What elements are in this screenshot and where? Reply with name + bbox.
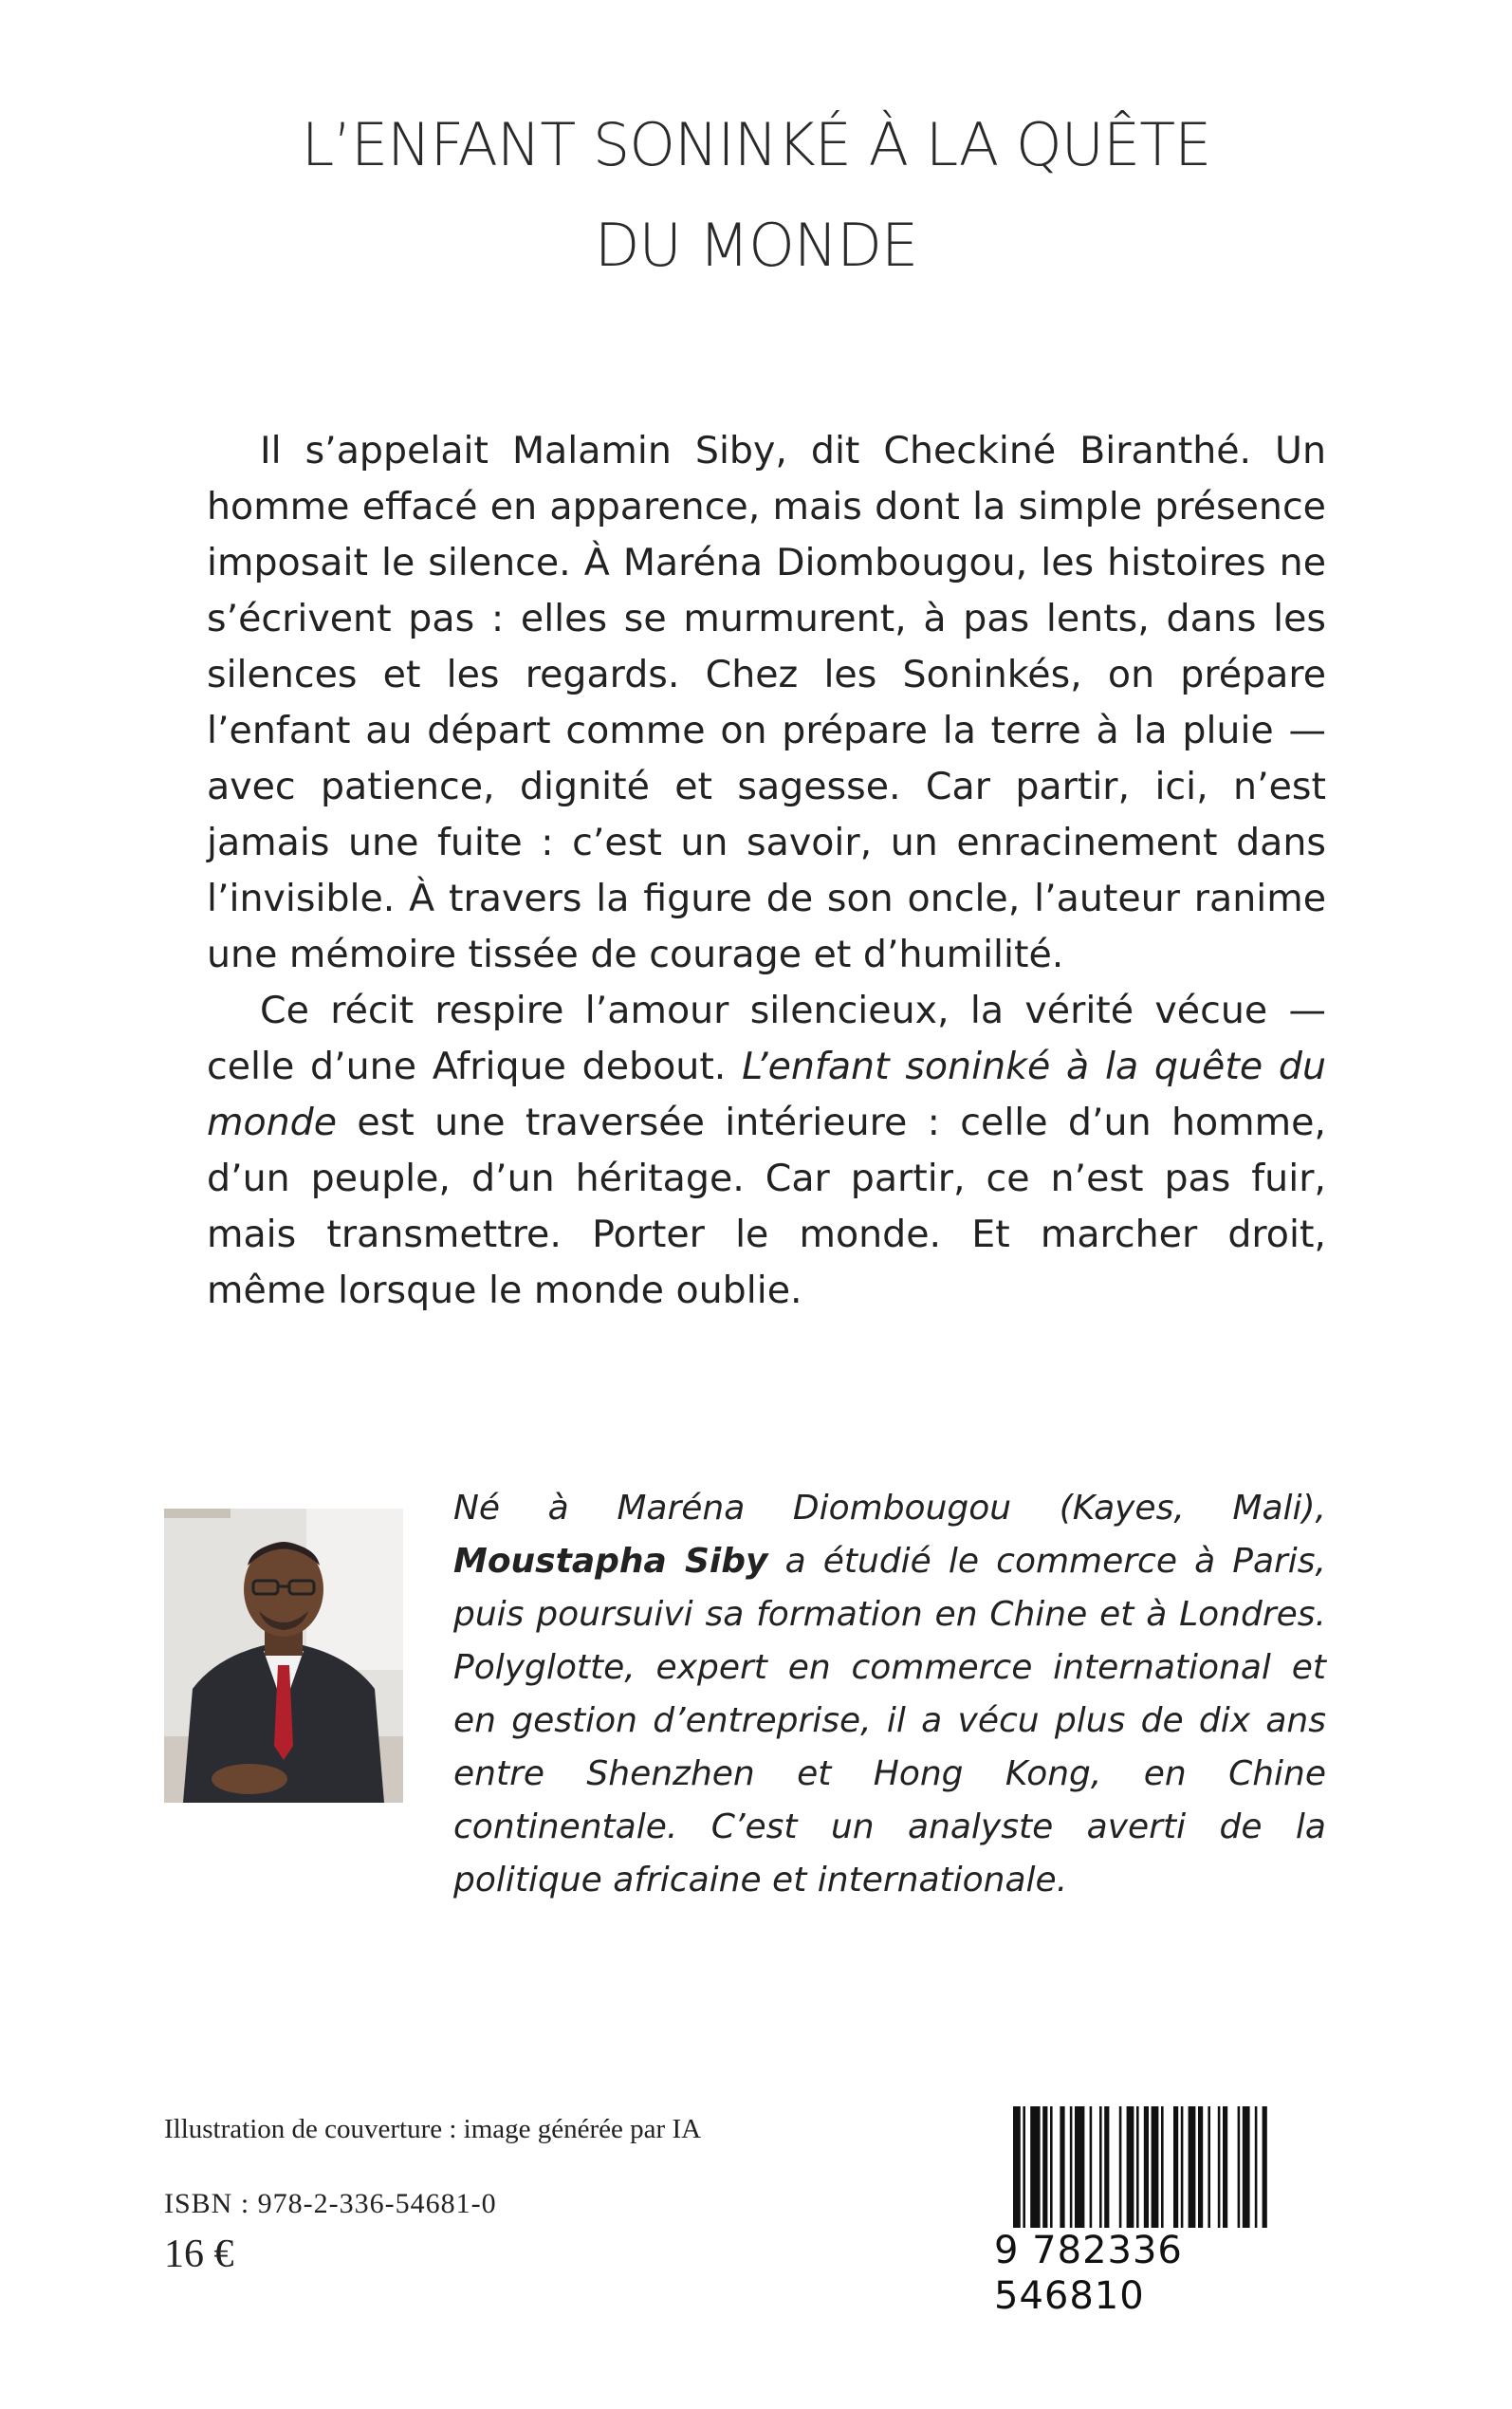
barcode-bar bbox=[1099, 2106, 1102, 2228]
barcode-bar bbox=[1255, 2106, 1258, 2228]
barcode-bar bbox=[1042, 2106, 1047, 2228]
barcode-bar bbox=[1060, 2106, 1064, 2228]
isbn-label: ISBN : 978-2-336-54681-0 bbox=[164, 2188, 497, 2219]
barcode-bar bbox=[1218, 2106, 1221, 2228]
barcode-bar bbox=[1144, 2106, 1149, 2239]
barcode-bar bbox=[1050, 2106, 1053, 2228]
book-title-line-2: DU MONDE bbox=[594, 211, 918, 280]
barcode-bar bbox=[1127, 2106, 1134, 2228]
book-title-line-1: L’ENFANT SONINKÉ À LA QUÊTE bbox=[301, 110, 1211, 179]
blurb-paragraph-2-end: est une traversée intérieure : celle d’un homme, d’un peuple, d’un héritage. Car partir, ce n’est pas fuir, mais transmettre. Porter le monde. Et marcher droit, même lorsque le monde oublie. bbox=[207, 1101, 1326, 1312]
barcode-bar bbox=[1189, 2106, 1196, 2228]
barcode-bar bbox=[1090, 2106, 1093, 2228]
barcode-digits: 9 782336 546810 bbox=[994, 2228, 1336, 2319]
barcode-bar bbox=[1013, 2106, 1021, 2239]
barcode-bar bbox=[1075, 2106, 1084, 2228]
barcode-bar bbox=[1023, 2106, 1025, 2239]
cover-credit: Illustration de couverture : image générée par IA bbox=[164, 2114, 702, 2144]
blurb-paragraph-2-start: Ce récit respire l’amour silencieux, la vérité vécue — celle d’une Afrique debout. bbox=[207, 989, 1326, 1088]
barcode-bar bbox=[1263, 2106, 1267, 2239]
barcode-bar bbox=[1030, 2106, 1040, 2228]
barcode-bar bbox=[1173, 2106, 1178, 2228]
author-bio bbox=[453, 1482, 1326, 1907]
barcode-bar bbox=[1070, 2106, 1073, 2228]
author-photo bbox=[164, 1509, 403, 1803]
blurb-paragraph-2 bbox=[207, 983, 1326, 1319]
barcode-bar bbox=[1119, 2106, 1122, 2228]
price-label: 16 € bbox=[164, 2233, 234, 2276]
blurb-paragraph-1: Il s’appelait Malamin Siby, dit Checkiné Biranthé. Un homme effacé en apparence, mais dont la simple présence imposait le silence. À Maréna Diombougou, les histoires ne s’écrivent pas : elles se murmurent, à pas lents, dans les silences et les regards. Chez les Soninkés, on prépare l’enfant au départ comme on prépare la terre à la pluie — avec patience, dignité et sagesse. Car partir, ici, n’est jamais une fuite : c’est un savoir, un enracinement dans l’invisible. À travers la figure de son oncle, l’auteur ranime une mémoire tissée de courage et d’humilité. bbox=[207, 429, 1326, 976]
barcode-bar bbox=[1238, 2106, 1241, 2228]
barcode-bar bbox=[1136, 2106, 1139, 2228]
author-bio-start: Né à Maréna Diombougou (Kayes, Mali), bbox=[453, 1489, 1326, 1528]
author-bio-end: a étudié le commerce à Paris, puis poursuivi sa formation en Chine et à Londres. Polyglotte, expert en commerce international et en gestion d’entreprise, il a vécu plus de dix ans entre Shenzhen et Hong Kong, en Chine continentale. C’est un analyste averti de la politique africaine et internationale. bbox=[453, 1542, 1327, 1899]
barcode-bar bbox=[1161, 2106, 1164, 2228]
barcode-bar bbox=[1198, 2106, 1203, 2228]
barcode-bar bbox=[1152, 2106, 1159, 2228]
barcode-bar bbox=[1181, 2106, 1184, 2228]
barcode-bar bbox=[1243, 2106, 1250, 2228]
back-cover-blurb bbox=[207, 423, 1326, 1319]
barcode-bar bbox=[1223, 2106, 1227, 2228]
barcode-bar bbox=[1208, 2106, 1210, 2228]
barcode-bar bbox=[1104, 2106, 1109, 2228]
blurb-book-title: L’enfant soninké à la quête du monde bbox=[207, 1045, 1326, 1144]
book-title bbox=[0, 95, 1512, 296]
author-name: Moustapha Siby bbox=[453, 1542, 768, 1581]
